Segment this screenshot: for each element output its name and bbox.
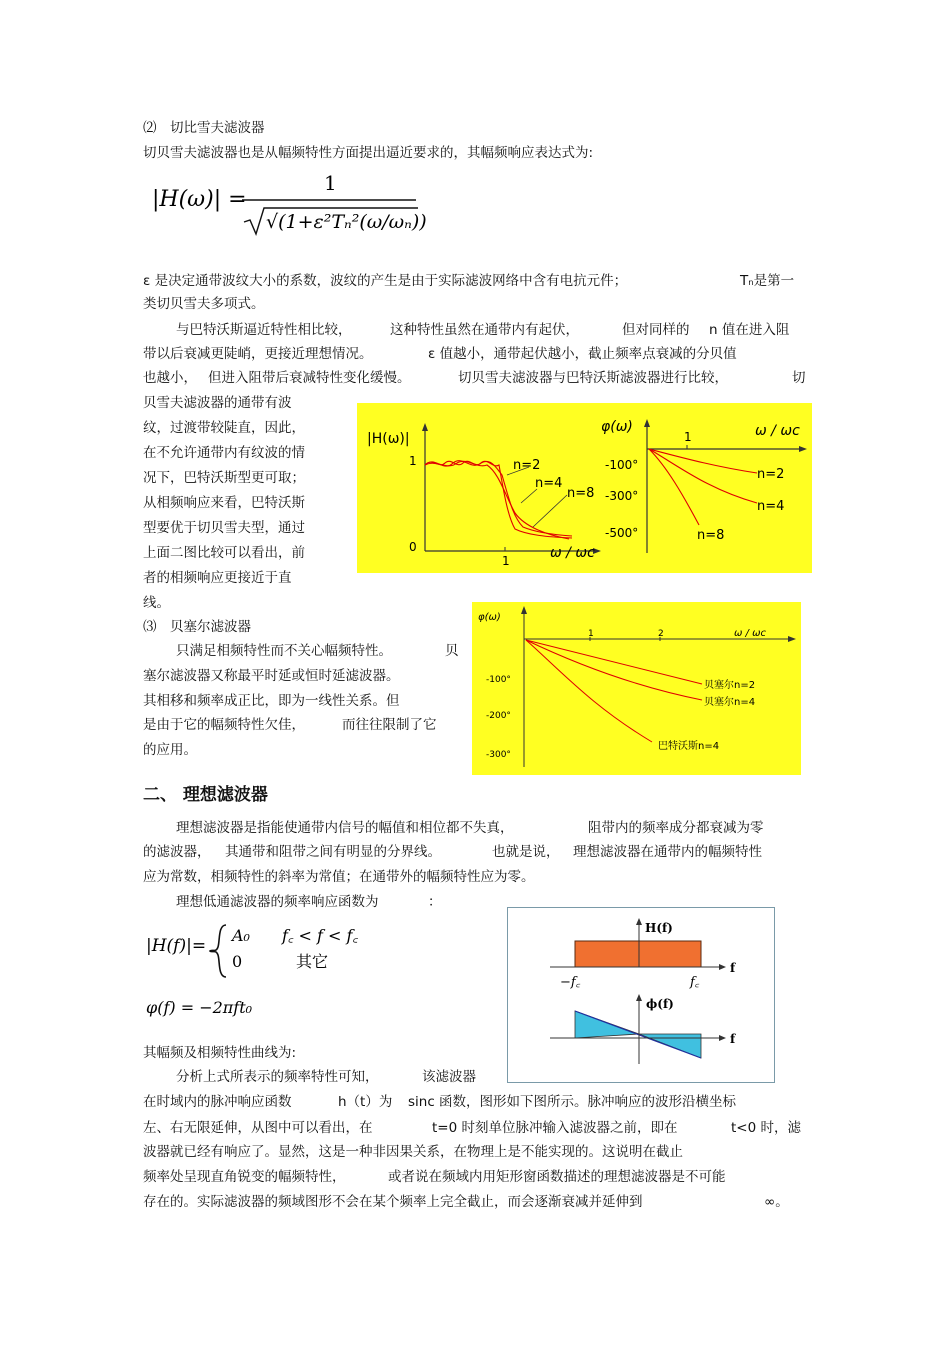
formula-lhs: |H(ω)| = bbox=[152, 187, 247, 212]
ideal-text: h（t）为 bbox=[338, 1094, 393, 1110]
ph-label-n2: n=2 bbox=[757, 467, 785, 482]
f-r2a: 0 bbox=[232, 952, 243, 971]
ideal-text: 或者说在频域内用矩形窗函数描述的理想滤波器是不可能 bbox=[388, 1169, 726, 1185]
ideal-text: ∞。 bbox=[764, 1194, 789, 1210]
bessel-text: 只满足相频特性而不关心幅频特性。 bbox=[176, 643, 392, 659]
f-r1b: f꜀ < f < f꜀ bbox=[282, 926, 358, 945]
ph-tick-500: -500° bbox=[605, 526, 639, 540]
b-tick-200: -200° bbox=[486, 711, 511, 721]
f-lhs: |H(f)|= bbox=[146, 936, 207, 956]
cheb-formula bbox=[146, 170, 426, 240]
ideal-text: 波器就已经有响应了。显然，这是一种非因果关系，在物理上是不能实现的。这说明在截止 bbox=[143, 1144, 683, 1160]
ph-tick-100: -100° bbox=[605, 458, 639, 472]
ideal-text: 应为常数，相频特性的斜率为常值；在通带外的幅频特性应为零。 bbox=[143, 869, 535, 885]
p2-text: 也越小， bbox=[143, 370, 197, 386]
ideal-text: 其幅频及相频特性曲线为: bbox=[143, 1045, 297, 1061]
p2-text: 切 bbox=[792, 370, 806, 386]
mag-xlabel: ω / ωc bbox=[550, 545, 595, 561]
ideal-text: 理想滤波器在通带内的幅频特性 bbox=[573, 844, 762, 860]
ideal-text: 分析上式所表示的频率特性可知， bbox=[176, 1069, 379, 1085]
label-n2: n=2 bbox=[513, 458, 541, 473]
side-line: 线。 bbox=[143, 595, 170, 611]
bessel-phase-figure bbox=[472, 602, 801, 775]
ideal-text: sinc 函数，图形如下图所示。脉冲响应的波形沿横坐标 bbox=[408, 1094, 737, 1110]
f-axis-label-2: f bbox=[730, 1032, 736, 1046]
side-line: 况下，巴特沃斯型更可取； bbox=[143, 470, 305, 486]
bessel-text: 是由于它的幅频特性欠佳， bbox=[143, 717, 305, 733]
ph-xlabel: ω / ωc bbox=[755, 423, 800, 439]
side-line: 上面二图比较可以看出，前 bbox=[143, 545, 305, 561]
ideal-text: 频率处呈现直角锐变的幅频特性， bbox=[143, 1169, 346, 1185]
side-line: 型要优于切贝雪夫型，通过 bbox=[143, 520, 305, 536]
fc-label: f꜀ bbox=[690, 975, 700, 990]
side-line: 者的相频响应更接近于直 bbox=[143, 570, 292, 586]
mag-ylabel: |H(ω)| bbox=[367, 431, 410, 447]
b-tick-300: -300° bbox=[486, 750, 511, 760]
ideal-text: 左、右无限延伸，从图中可以看出，在 bbox=[143, 1120, 373, 1136]
b-x2: 2 bbox=[658, 629, 664, 639]
ideal-text: 阻带内的频率成分都衰减为零 bbox=[588, 820, 764, 836]
ph-label-n8: n=8 bbox=[697, 528, 725, 543]
ideal-text: 该滤波器 bbox=[422, 1069, 476, 1085]
ph-tick-300: -300° bbox=[605, 489, 639, 503]
ideal-text: 的滤波器， bbox=[143, 844, 211, 860]
b-ylabel: φ(ω) bbox=[478, 612, 501, 623]
b-label-c3: 巴特沃斯n=4 bbox=[658, 741, 720, 752]
b-label-c2: 贝塞尔n=4 bbox=[704, 697, 756, 708]
label-n8: n=8 bbox=[567, 486, 595, 501]
bessel-text: 贝 bbox=[445, 643, 459, 659]
hf-label: H(f) bbox=[645, 921, 673, 935]
cheb-intro: 切贝雪夫滤波器也是从幅频特性方面提出逼近要求的，其幅频响应表达式为: bbox=[143, 145, 594, 161]
mag-curve-n2 bbox=[425, 461, 569, 539]
formula-den: √(1+ε²Tₙ²(ω/ωₙ)) bbox=[266, 211, 426, 233]
eps-line1a: ε 是决定通带波纹大小的系数，波纹的产生是由于实际滤波网络中含有电抗元件； bbox=[143, 273, 628, 289]
ideal-text: 存在的。实际滤波器的频域图形不会在某个频率上完全截止，而会逐渐衰减并延伸到 bbox=[143, 1194, 643, 1210]
side-line: 在不允许通带内有纹波的情 bbox=[143, 445, 305, 461]
bessel-text: 的应用。 bbox=[143, 742, 197, 758]
f-r2b: 其它 bbox=[296, 952, 329, 971]
mag-x1: 1 bbox=[502, 554, 510, 568]
ideal-text: t<0 时，滤 bbox=[731, 1120, 801, 1136]
eps-line1b: Tₙ是第一 bbox=[740, 273, 795, 289]
neg-fc-label: −f꜀ bbox=[560, 975, 581, 990]
f-phase: φ(f) = −2πft₀ bbox=[146, 998, 253, 1017]
p2-text: 但进入阻带后衰减特性变化缓慢。 bbox=[208, 370, 411, 386]
ideal-heading: 二、 理想滤波器 bbox=[143, 785, 268, 805]
ph-curve-n2 bbox=[649, 449, 757, 473]
mag-curve-n4 bbox=[425, 461, 572, 536]
cheb-heading: ⑵ 切比雪夫滤波器 bbox=[143, 120, 265, 136]
side-line: 贝雪夫滤波器的通带有波 bbox=[143, 395, 292, 411]
f-r1a: A₀ bbox=[232, 926, 250, 945]
mag-one: 1 bbox=[409, 454, 417, 468]
b-xlabel: ω / ωc bbox=[734, 628, 766, 639]
ph-label-n4: n=4 bbox=[757, 499, 785, 514]
bessel-n4-curve bbox=[526, 640, 702, 700]
eps-line2: 类切贝雪夫多项式。 bbox=[143, 296, 265, 312]
bessel-heading: ⑶ 贝塞尔滤波器 bbox=[143, 619, 251, 635]
ideal-text: t=0 时刻单位脉冲输入滤波器之前，即在 bbox=[432, 1120, 678, 1136]
p2-text: 与巴特沃斯逼近特性相比较， bbox=[176, 322, 352, 338]
ideal-text: 在时域内的脉冲响应函数 bbox=[143, 1094, 292, 1110]
ideal-text: 理想低通滤波器的频率响应函数为 bbox=[176, 894, 379, 910]
ideal-text: ： bbox=[428, 894, 442, 910]
ideal-text: 也就是说， bbox=[492, 844, 560, 860]
p2-text: 这种特性虽然在通带内有起伏， bbox=[390, 322, 579, 338]
side-line: 从相频响应来看，巴特沃斯 bbox=[143, 495, 305, 511]
ideal-text: 理想滤波器是指能使通带内信号的幅值和相位都不失真， bbox=[176, 820, 514, 836]
side-line: 纹，过渡带较陡直，因此， bbox=[143, 420, 305, 436]
ideal-text: 其通带和阻带之间有明显的分界线。 bbox=[225, 844, 441, 860]
p2-text: 带以后衰减更陡峭，更接近理想情况。 bbox=[143, 346, 373, 362]
bessel-text: 其相移和频率成正比，即为一线性关系。但 bbox=[143, 693, 400, 709]
cheb-response-figure bbox=[357, 403, 812, 573]
ideal-response-figure bbox=[507, 907, 775, 1083]
p2-text: ε 值越小，通带起伏越小，截止频率点衰减的分贝值 bbox=[428, 346, 737, 362]
bessel-n2-curve bbox=[526, 640, 702, 684]
b-label-c1: 贝塞尔n=2 bbox=[704, 680, 756, 691]
p2-text: 但对同样的 bbox=[622, 322, 690, 338]
p2-text: 切贝雪夫滤波器与巴特沃斯滤波器进行比较， bbox=[458, 370, 728, 386]
phif-label: ϕ(f) bbox=[646, 997, 674, 1011]
p2-text: n 值在进入阻 bbox=[709, 322, 790, 338]
ph-curve-n4 bbox=[649, 449, 757, 503]
ideal-formula bbox=[146, 915, 386, 1025]
b-x1: 1 bbox=[588, 629, 594, 639]
label-n4: n=4 bbox=[535, 476, 563, 491]
b-tick-100: -100° bbox=[486, 675, 511, 685]
mag-zero: 0 bbox=[409, 540, 417, 554]
bessel-text: 而往往限制了它 bbox=[342, 717, 437, 733]
f-axis-label-1: f bbox=[730, 961, 736, 975]
formula-num: 1 bbox=[324, 171, 337, 195]
bessel-text: 塞尔滤波器又称最平时延或恒时延滤波器。 bbox=[143, 668, 400, 684]
ph-x1: 1 bbox=[684, 430, 692, 444]
mag-curve-n8 bbox=[425, 461, 572, 538]
ideal-passband-rect bbox=[575, 941, 701, 967]
ph-ylabel: φ(ω) bbox=[601, 419, 633, 435]
